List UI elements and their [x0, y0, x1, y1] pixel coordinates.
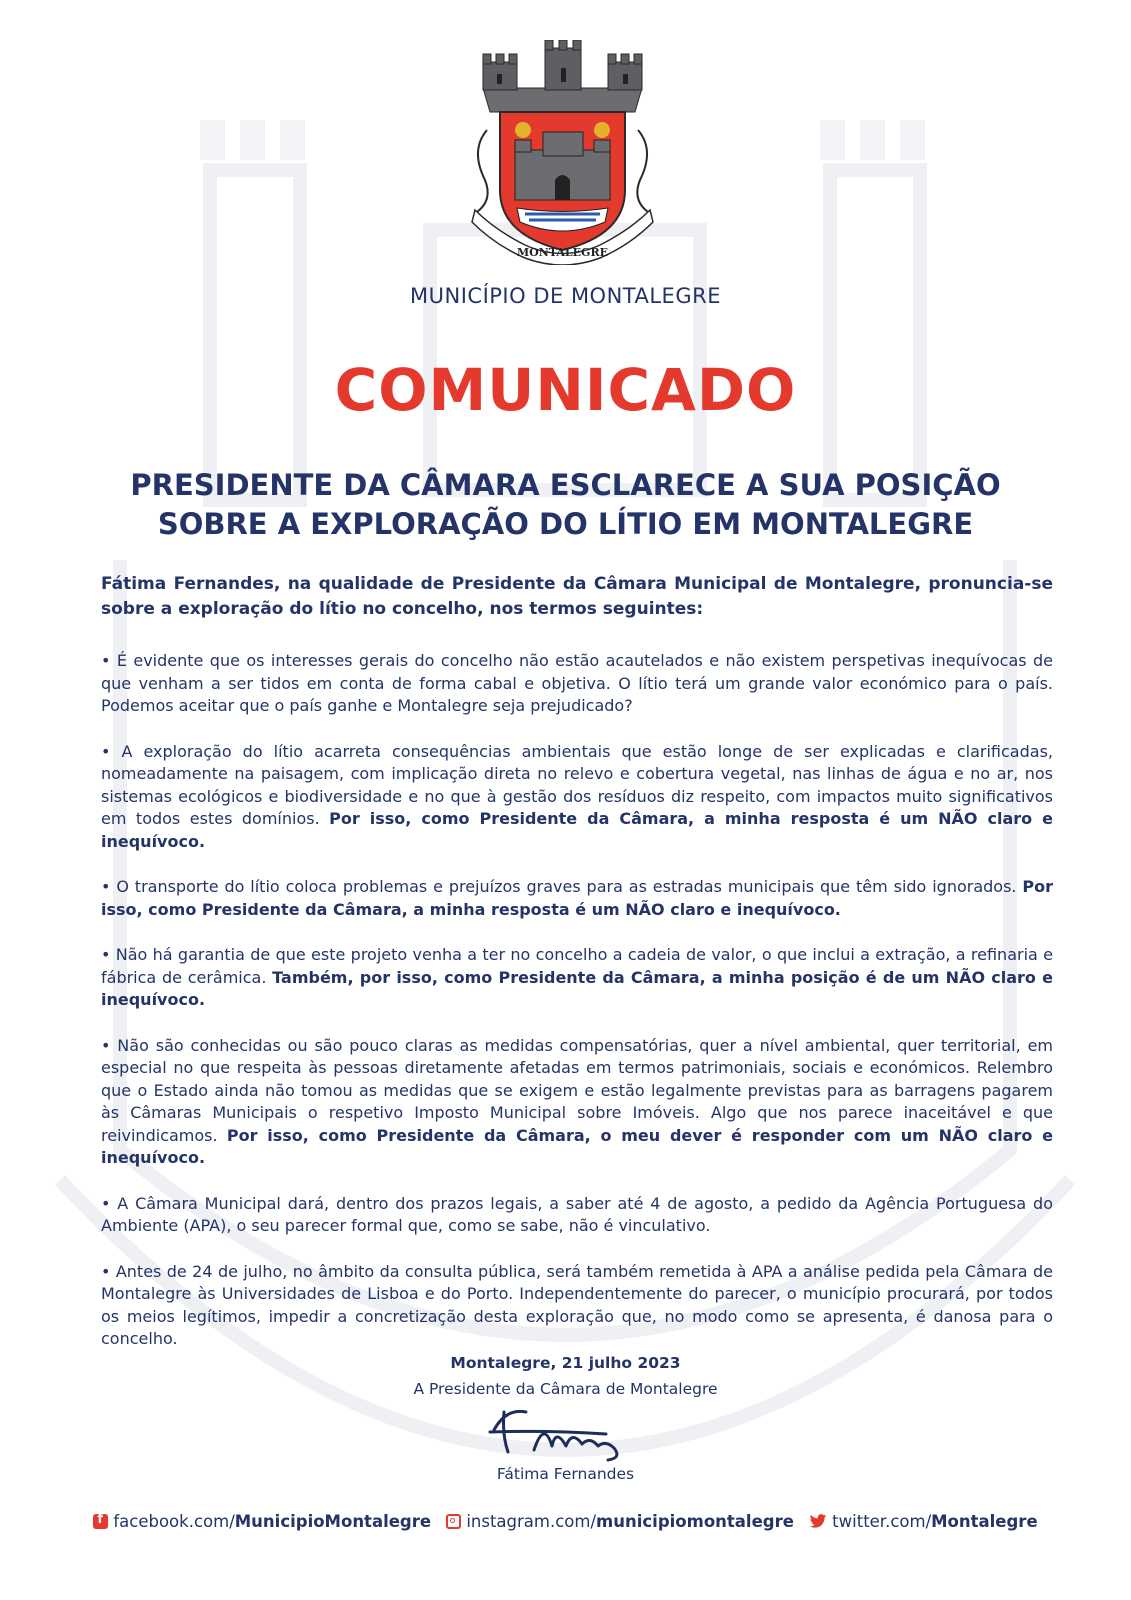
headline-line-1: PRESIDENTE DA CÂMARA ESCLARECE A SUA POSIÇÃO — [130, 468, 1001, 502]
headline — [80, 466, 1051, 544]
facebook-link[interactable]: ffacebook.com/MunicipioMontalegre — [93, 1512, 431, 1531]
instagram-icon — [446, 1514, 461, 1529]
bullet-point: • É evidente que os interesses gerais do concelho não estão acautelados e não existem perspetivas inequívocas de que venham a ser tidos em conta de forma cabal e objetiva. O lítio terá um grande valor económico para o país. Podemos aceitar que o país ganhe e Montalegre seja prejudicado? — [101, 651, 1053, 715]
social-links — [0, 1512, 1131, 1531]
bullet-point: • O transporte do lítio coloca problemas e prejuízos graves para as estradas municipais que têm sido ignorados. Por isso, como Presidente da Câmara, a minha resposta é um NÃO claro e inequívoco. — [101, 877, 1053, 919]
bullet-point: • Antes de 24 de julho, no âmbito da consulta pública, será também remetida à APA a análise pedida pela Câmara de Montalegre às Universidades de Lisboa e do Porto. Independentemente do parecer, o município procurará, por todos os meios legítimos, impedir a concretização desta exploração que, no modo como se apresenta, é danosa para o concelho. — [101, 1261, 1053, 1348]
bullet-point: • A Câmara Municipal dará, dentro dos prazos legais, a saber até 4 de agosto, a pedido da Agência Portuguesa do Ambiente (APA), o seu parecer formal que, como se sabe, não é vinculativo. — [101, 1193, 1053, 1235]
signer-name: Fátima Fernandes — [496, 1465, 635, 1483]
document-type-title: COMUNICADO — [334, 356, 797, 424]
municipality-name: MUNICÍPIO DE MONTALEGRE — [410, 284, 721, 308]
crest-banner-text: MONTALEGRE — [517, 246, 608, 259]
bullet-point: • Não há garantia de que este projeto venha a ter no concelho a cadeia de valor, o que inclui a extração, a refinaria e fábrica de cerâmica. Também, por isso, como Presidente da Câmara, a minha posição é de um NÃO claro e inequívoco. — [101, 945, 1053, 1009]
twitter-link[interactable]: twitter.com/Montalegre — [809, 1512, 1037, 1531]
instagram-link[interactable]: instagram.com/municipiomontalegre — [446, 1512, 794, 1531]
bullet-point: • A exploração do lítio acarreta consequências ambientais que estão longe de ser explicadas e clarificadas, nomeadamente na paisagem, com implicação direta no relevo e cobertura vegetal, nas linhas de água e no ar, nos sistemas ecológicos e biodiversidade e no que à gestão dos resíduos diz respeito, com impactos muito significativos em todos estes domínios. Por isso, como Presidente da Câmara, a minha resposta é um NÃO claro e inequívoco. — [101, 741, 1053, 851]
coat-of-arms-logo — [465, 40, 660, 265]
signer-role: A Presidente da Câmara de Montalegre — [413, 1380, 718, 1398]
document-date: Montalegre, 21 julho 2023 — [450, 1354, 681, 1372]
twitter-icon — [809, 1514, 827, 1529]
bullet-list — [101, 650, 1053, 1374]
intro-paragraph: Fátima Fernandes, na qualidade de Presidente da Câmara Municipal de Montalegre, pronuncia-se sobre a exploração do lítio no concelho, nos termos seguintes: — [101, 574, 1053, 619]
headline-line-2: SOBRE A EXPLORAÇÃO DO LÍTIO EM MONTALEGRE — [157, 507, 974, 541]
handwritten-signature — [486, 1400, 646, 1462]
facebook-icon — [93, 1514, 108, 1529]
bullet-point: • Não são conhecidas ou são pouco claras as medidas compensatórias, quer a nível ambiental, quer territorial, em especial no que respeita às pessoas diretamente afetadas em termos patrimoniais, sociais e económicos. Relembro que o Estado ainda não tomou as medidas que se exigem e estão legalmente previstas para as barragens pagarem às Câmaras Municipais o respetivo Imposto Municipal sobre Imóveis. Algo que nos parece inaceitável e que reivindicamos. Por isso, como Presidente da Câmara, o meu dever é responder com um NÃO claro e inequívoco. — [101, 1035, 1054, 1167]
